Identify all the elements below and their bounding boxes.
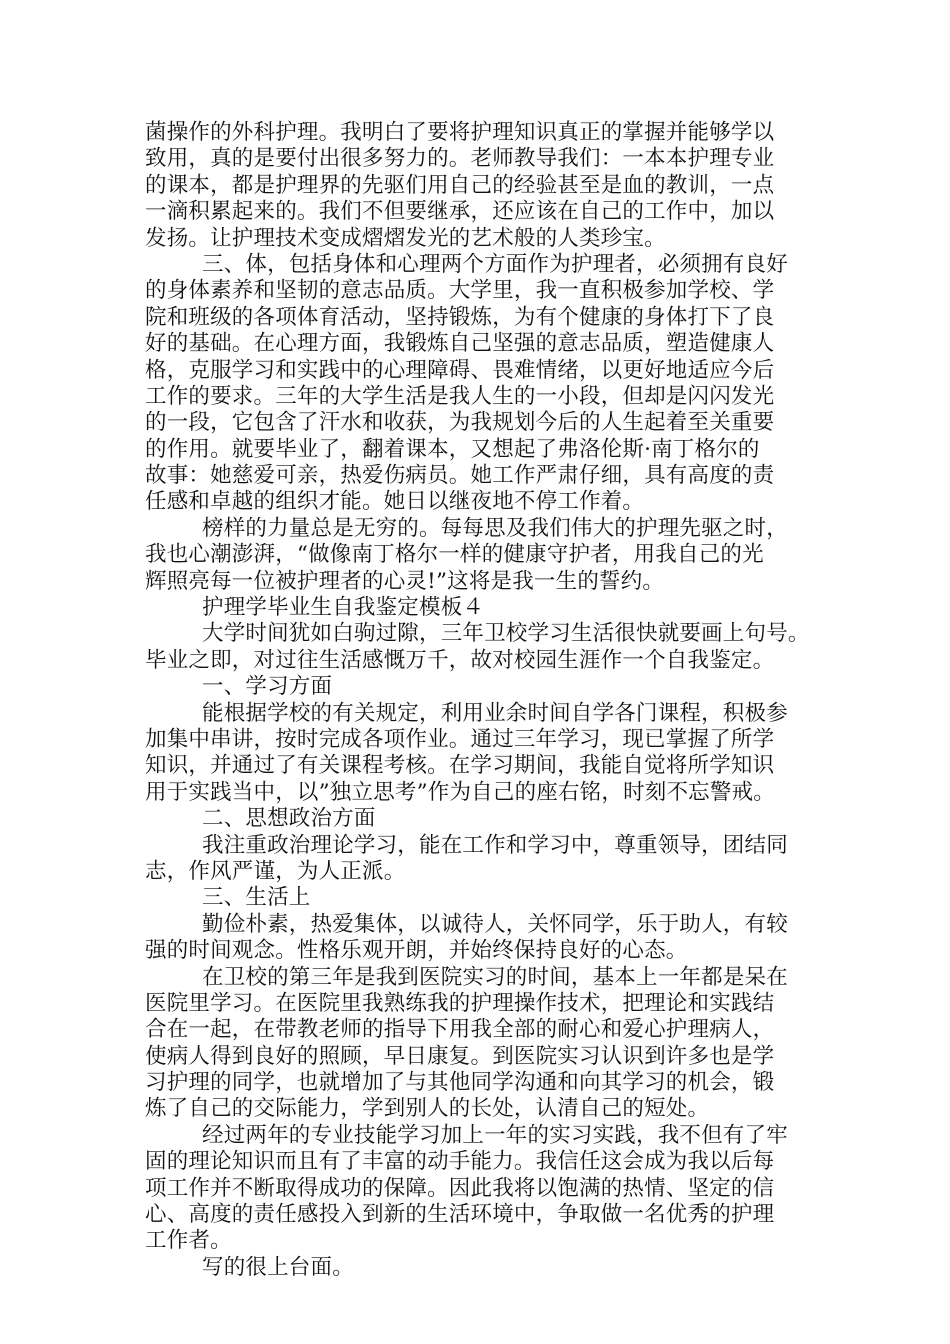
- text-line: 院和班级的各项体育活动，坚持锻炼，为有个健康的身体打下了良: [145, 304, 775, 330]
- document-body: [145, 120, 815, 1281]
- text-line: 故事：她慈爱可亲，热爱伤病员。她工作严肃仔细，具有高度的责: [145, 463, 775, 489]
- text-line: 使病人得到良好的照顾，早日康复。到医院实习认识到许多也是学: [145, 1043, 775, 1069]
- text-line: 菌操作的外科护理。我明白了要将护理知识真正的掌握并能够学以: [145, 120, 775, 145]
- text-line: 经过两年的专业技能学习加上一年的实习实践，我不但有了牢: [202, 1122, 788, 1148]
- text-line: 毕业之即，对过往生活感慨万千，故对校园生涯作一个自我鉴定。: [145, 647, 775, 673]
- text-line: 医院里学习。在医院里我熟练我的护理操作技术，把理论和实践结: [145, 990, 775, 1016]
- text-line: 发扬。让护理技术变成熠熠发光的艺术般的人类珍宝。: [145, 225, 666, 251]
- text-line: 大学时间犹如白驹过隙，三年卫校学习生活很快就要画上句号。: [202, 621, 810, 647]
- text-line: 写的很上台面。: [202, 1254, 354, 1280]
- text-line: 致用，真的是要付出很多努力的。老师教导我们：一本本护理专业: [145, 146, 775, 172]
- text-line: 知识，并通过了有关课程考核。在学习期间，我能自觉将所学知识: [145, 753, 775, 779]
- text-line: 任感和卓越的组织才能。她日以继夜地不停工作着。: [145, 489, 645, 515]
- text-line: 护理学毕业生自我鉴定模板４: [202, 595, 485, 621]
- text-line: 辉照亮每一位被护理者的心灵!”这将是我一生的誓约。: [145, 568, 665, 594]
- text-line: 的一段，它包含了汗水和收获，为我规划今后的人生起着至关重要: [145, 410, 775, 436]
- text-line: 好的基础。在心理方面，我锻炼自己坚强的意志品质，塑造健康人: [145, 331, 775, 357]
- text-line: 格，克服学习和实践中的心理障碍、畏难情绪，以更好地适应今后: [145, 357, 775, 383]
- text-line: 榜样的力量总是无穷的。每每思及我们伟大的护理先驱之时，: [202, 515, 788, 541]
- text-line: 合在一起，在带教老师的指导下用我全部的耐心和爱心护理病人，: [145, 1017, 775, 1043]
- text-line: 炼了自己的交际能力，学到别人的长处，认清自己的短处。: [145, 1096, 710, 1122]
- text-line: 的课本，都是护理界的先驱们用自己的经验甚至是血的教训，一点: [145, 172, 775, 198]
- text-line: 勤俭朴素，热爱集体，以诚待人，关怀同学，乐于助人，有较: [202, 911, 788, 937]
- text-line: 我注重政治理论学习，能在工作和学习中，尊重领导，团结同: [202, 832, 788, 858]
- text-line: 的身体素养和坚韧的意志品质。大学里，我一直积极参加学校、学: [145, 278, 775, 304]
- text-line: 三、体，包括身体和心理两个方面作为护理者，必须拥有良好: [202, 251, 788, 277]
- text-line: 能根据学校的有关规定，利用业余时间自学各门课程，积极参: [202, 700, 788, 726]
- text-line: 用于实践当中，以”独立思考”作为自己的座右铭，时刻不忘警戒。: [145, 779, 775, 805]
- text-line: 加集中串讲，按时完成各项作业。通过三年学习，现已掌握了所学: [145, 726, 775, 752]
- text-line: 工作的要求。三年的大学生活是我人生的一小段，但却是闪闪发光: [145, 383, 775, 409]
- text-line: 工作者。: [145, 1228, 232, 1254]
- text-line: 二、思想政治方面: [202, 806, 376, 832]
- text-line: 三、生活上: [202, 885, 311, 911]
- text-line: 心、高度的责任感投入到新的生活环境中，争取做一名优秀的护理: [145, 1202, 775, 1228]
- text-line: 在卫校的第三年是我到医院实习的时间，基本上一年都是呆在: [202, 964, 788, 990]
- text-line: 我也心潮澎湃，“做像南丁格尔一样的健康守护者，用我自己的光: [145, 542, 764, 568]
- text-line: 强的时间观念。性格乐观开朗，并始终保持良好的心态。: [145, 938, 688, 964]
- text-line: 志，作风严谨，为人正派。: [145, 858, 406, 884]
- text-line: 一、学习方面: [202, 674, 333, 700]
- text-line: 的作用。就要毕业了，翻着课本，又想起了弗洛伦斯·南丁格尔的: [145, 436, 760, 462]
- text-line: 习护理的同学，也就增加了与其他同学沟通和向其学习的机会，锻: [145, 1070, 775, 1096]
- text-line: 一滴积累起来的。我们不但要继承，还应该在自己的工作中，加以: [145, 199, 775, 225]
- text-line: 固的理论知识而且有了丰富的动手能力。我信任这会成为我以后每: [145, 1149, 775, 1175]
- text-line: 项工作并不断取得成功的保障。因此我将以饱满的热情、坚定的信: [145, 1175, 775, 1201]
